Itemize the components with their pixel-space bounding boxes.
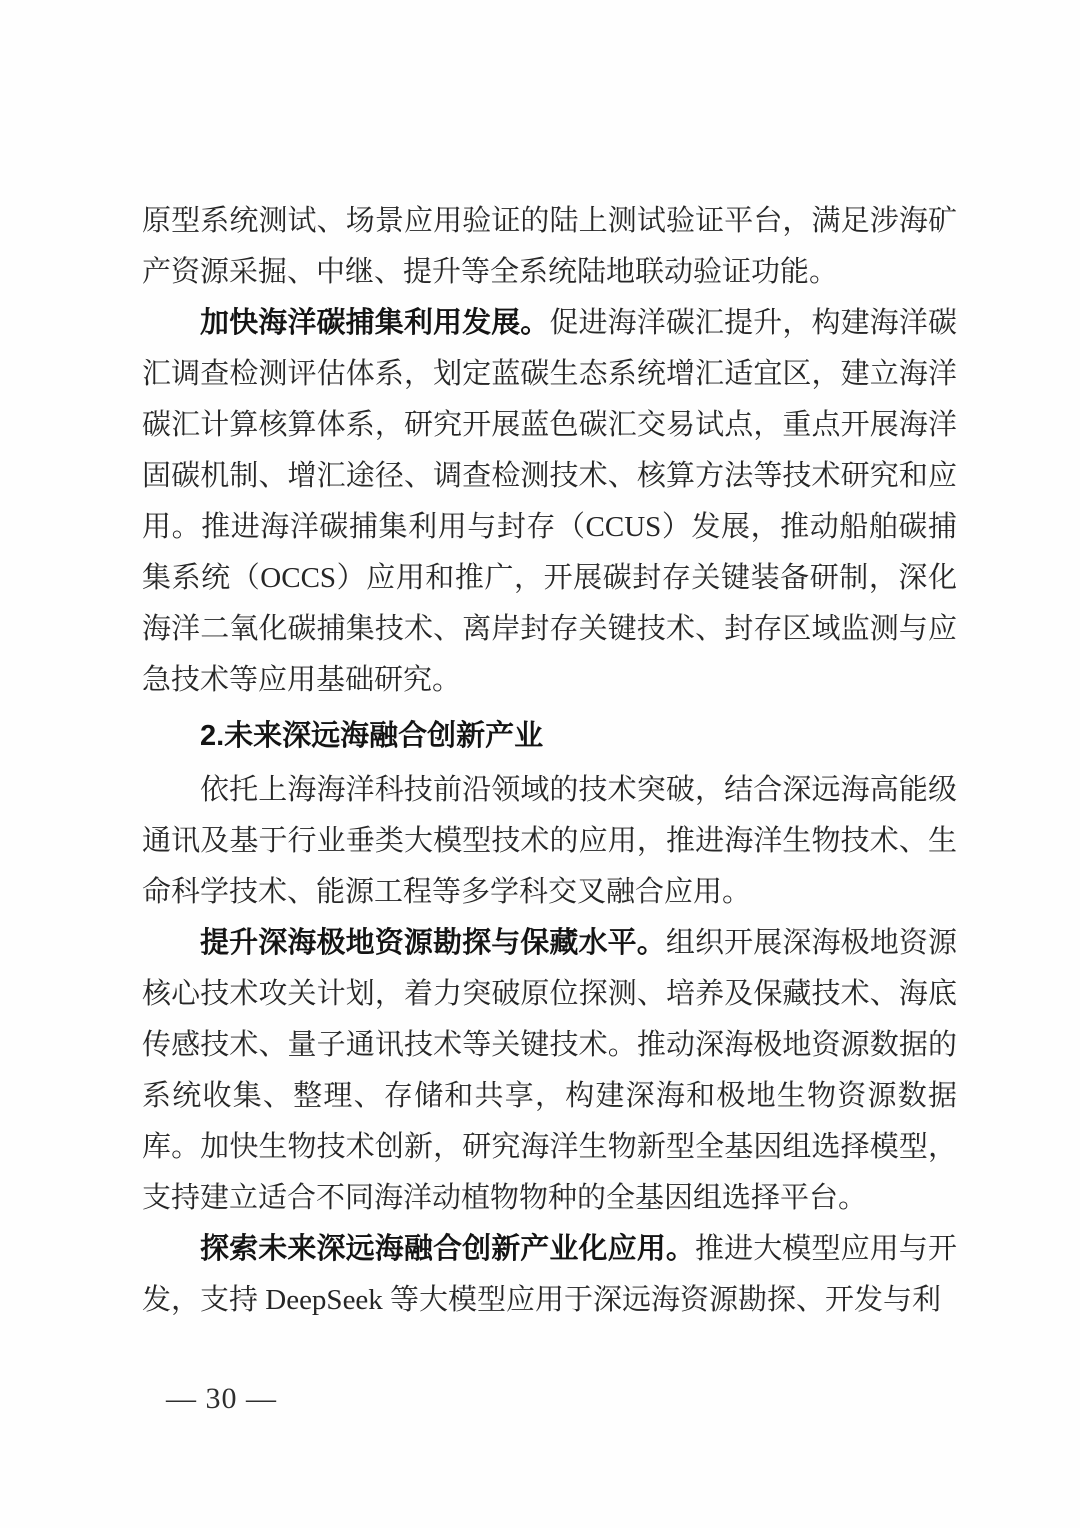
heading-future-deep-sea-industry xyxy=(142,711,957,762)
document-body xyxy=(142,196,957,1326)
text-run: 促进海洋碳汇提升，构建海洋碳汇调查检测评估体系，划定蓝碳生态系统增汇适宜区，建立海洋碳汇计算核算体系，研究开展蓝色碳汇交易试点，重点开展海洋固碳机制、增汇途径、调查检测技术、核算方法等技术研究和应用。推进海洋碳捕集利用与封存（CCUS）发展，推动船舶碳捕集系统（OCCS）应用和推广，开展碳封存关键装备研制，深化海洋二氧化碳捕集技术、离岸封存关键技术、封存区域监测与应急技术等应用基础研究。 xyxy=(142,307,957,696)
text-run: 依托上海海洋科技前沿领域的技术突破，结合深远海高能级通讯及基于行业垂类大模型技术的应用，推进海洋生物技术、生命科学技术、能源工程等多学科交叉融合应用。 xyxy=(142,774,957,908)
text-run: 推进大模型应用与开发，支持 DeepSeek 等大模型应用于深远海资源勘探、开发与利 xyxy=(142,1233,957,1316)
paragraph-land-test-platform xyxy=(142,196,957,298)
text-run: 原型系统测试、场景应用验证的陆上测试验证平台，满足涉海矿产资源采掘、中继、提升等全系统陆地联动验证功能。 xyxy=(142,205,957,288)
text-run: 组织开展深海极地资源核心技术攻关计划，着力突破原位探测、培养及保藏技术、海底传感技术、量子通讯技术等关键技术。推动深海极地资源数据的系统收集、整理、存储和共享，构建深海和极地生物资源数据库。加快生物技术创新，研究海洋生物新型全基因组选择模型，支持建立适合不同海洋动植物物种的全基因组选择平台。 xyxy=(142,927,957,1214)
text-run-bold: 探索未来深远海融合创新产业化应用。 xyxy=(200,1233,696,1265)
paragraph-polar-resources xyxy=(142,918,957,1224)
text-run-bold: 加快海洋碳捕集利用发展。 xyxy=(200,307,550,339)
paragraph-industry-intro xyxy=(142,765,957,918)
text-run-bold: 2.未来深远海融合创新产业 xyxy=(200,720,544,752)
paragraph-industrial-application xyxy=(142,1224,957,1326)
paragraph-carbon-capture xyxy=(142,298,957,706)
text-run-bold: 提升深海极地资源勘探与保藏水平。 xyxy=(200,927,666,959)
page-number: — 30 — xyxy=(166,1382,277,1415)
